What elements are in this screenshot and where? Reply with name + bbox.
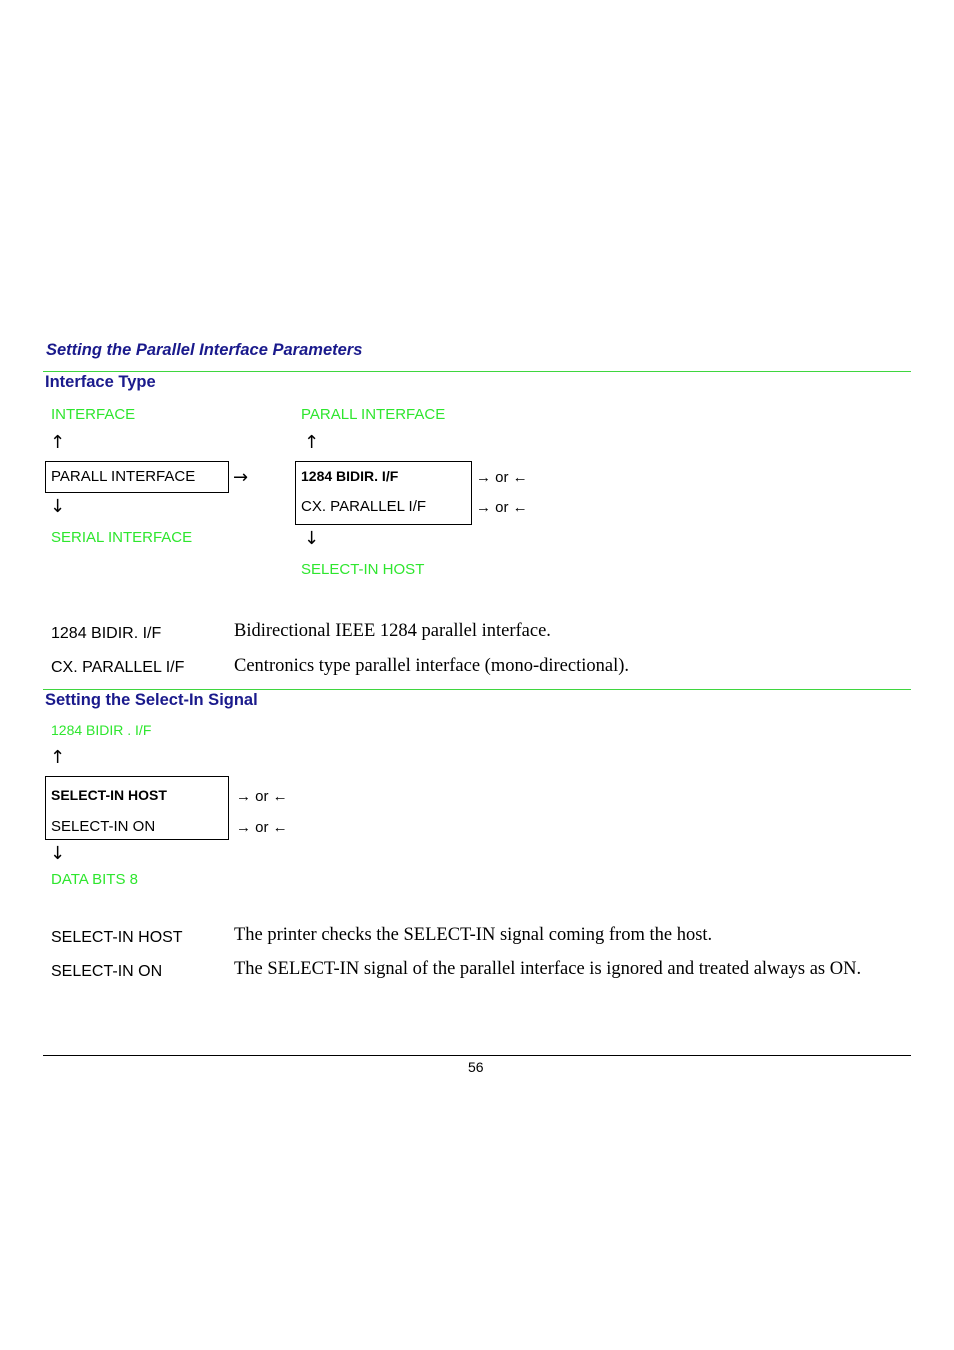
menu-item-below: DATA BITS 8 — [51, 871, 138, 888]
options-box — [45, 776, 229, 840]
menu-item-above: 1284 BIDIR . I/F — [51, 722, 152, 738]
menu-item-above: INTERFACE — [51, 406, 136, 423]
option: CX. PARALLEL I/F — [301, 498, 427, 515]
section-rule — [43, 371, 911, 372]
option-selected: SELECT-IN HOST — [51, 787, 167, 803]
up-arrow-icon: ↑ — [50, 747, 66, 768]
definition-term: 1284 BIDIR. I/F — [51, 625, 162, 642]
interface-type-heading: Interface Type — [45, 373, 156, 391]
up-arrow-icon: ↑ — [304, 432, 320, 453]
section-rule — [43, 689, 911, 690]
definition-term: SELECT-IN ON — [51, 963, 163, 980]
down-arrow-icon: ↓ — [50, 496, 66, 517]
submenu-item-below: SELECT-IN HOST — [301, 561, 425, 578]
options-box — [295, 461, 472, 525]
toggle-arrows: → or ← — [476, 469, 528, 486]
down-arrow-icon: ↓ — [50, 843, 66, 864]
definition-text: The printer checks the SELECT-IN signal coming from the host. — [234, 925, 713, 945]
definition-term: SELECT-IN HOST — [51, 929, 183, 946]
definition-text: Bidirectional IEEE 1284 parallel interface. — [234, 621, 551, 641]
definition-term: CX. PARALLEL I/F — [51, 659, 185, 676]
option: SELECT-IN ON — [51, 818, 156, 835]
definition-text: The SELECT-IN signal of the parallel interface is ignored and treated always as ON. — [234, 959, 862, 979]
current-setting: PARALL INTERFACE — [51, 468, 196, 485]
footer-rule — [43, 1055, 911, 1056]
toggle-arrows: → or ← — [476, 499, 528, 516]
option-selected: 1284 BIDIR. I/F — [301, 468, 399, 484]
page-number: 56 — [468, 1059, 484, 1075]
toggle-arrows: → or ← — [236, 819, 288, 836]
up-arrow-icon: ↑ — [50, 432, 66, 453]
down-arrow-icon: ↓ — [304, 528, 320, 549]
definition-text: Centronics type parallel interface (mono-directional). — [234, 656, 630, 676]
select-in-heading: Setting the Select-In Signal — [45, 691, 258, 709]
menu-item-below: SERIAL INTERFACE — [51, 529, 193, 546]
toggle-arrows: → or ← — [236, 788, 288, 805]
current-setting-box — [45, 461, 229, 493]
section-title: Setting the Parallel Interface Parameters — [46, 341, 363, 359]
submenu-item-above: PARALL INTERFACE — [301, 406, 446, 423]
right-arrow-icon: → — [233, 467, 249, 488]
